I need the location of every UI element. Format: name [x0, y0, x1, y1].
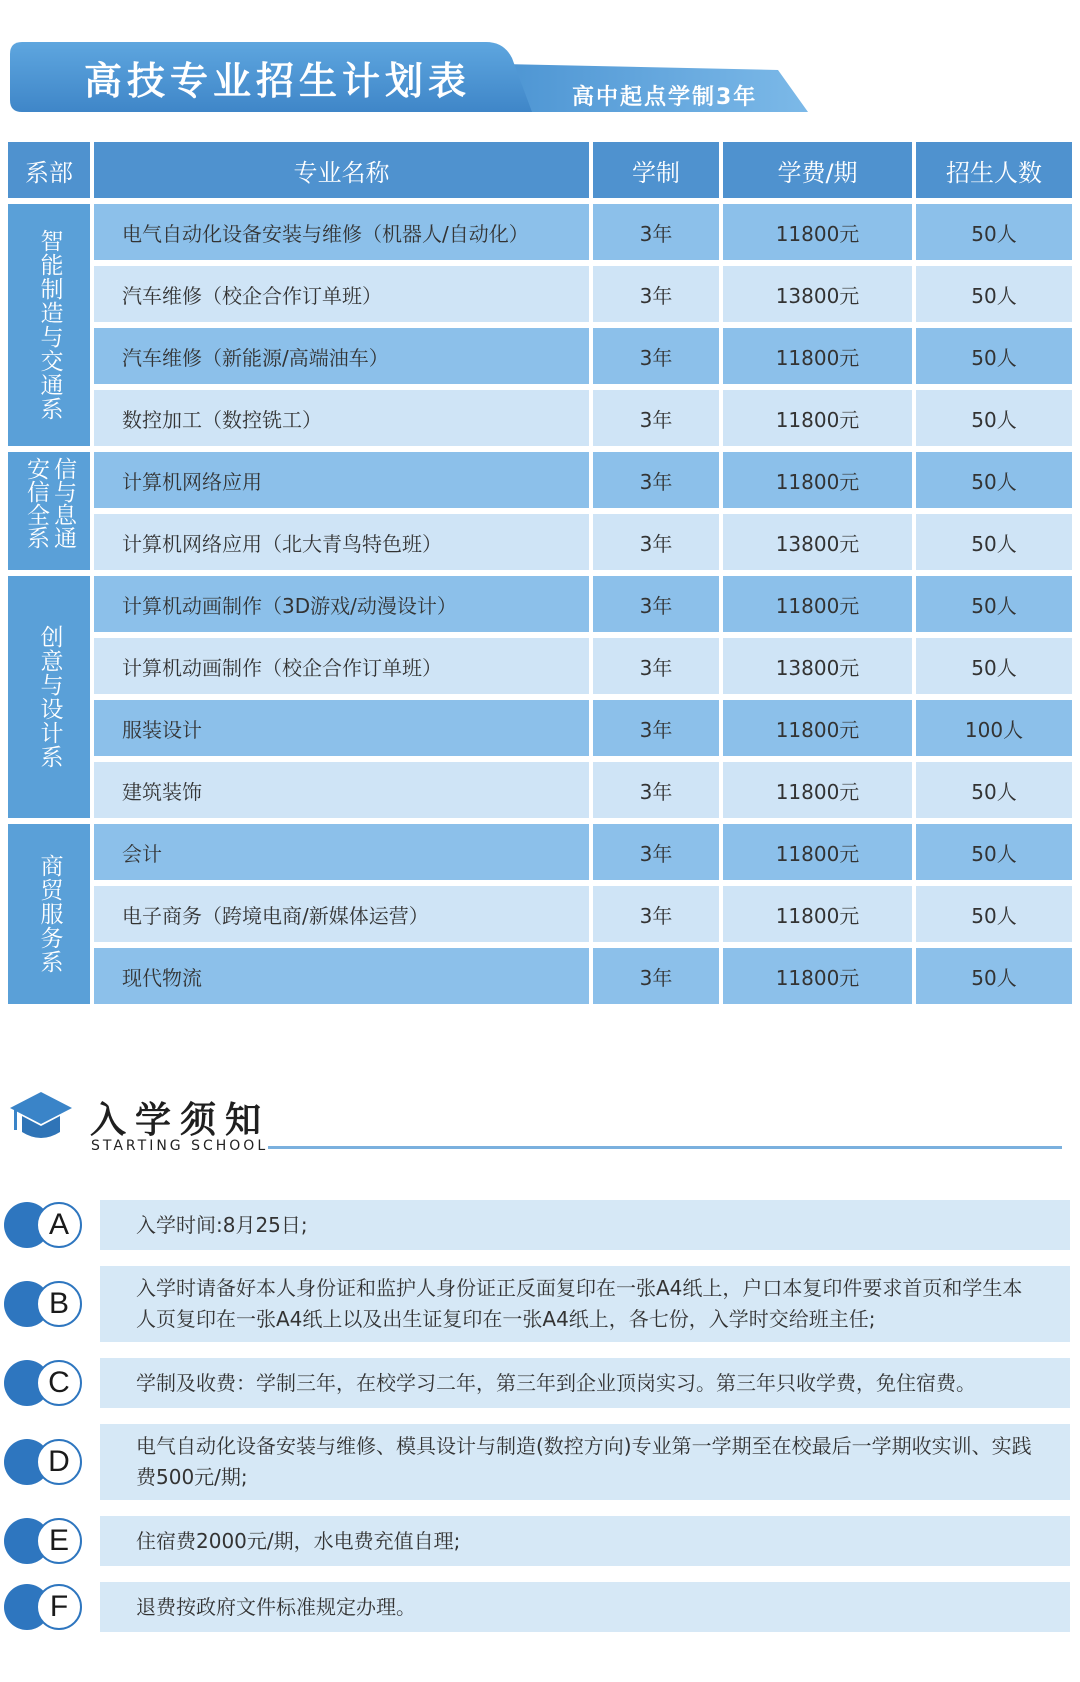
major-name-cell: 汽车维修（新能源/高端油车）: [94, 328, 589, 384]
notice-badge: [4, 1202, 88, 1248]
badge-letter: D: [36, 1439, 82, 1485]
tuition-cell: 13800元: [723, 638, 912, 694]
header-tuition: 学费/期: [723, 142, 912, 198]
notice-badge: [4, 1281, 88, 1327]
duration-cell: 3年: [593, 824, 719, 880]
tuition-cell: 11800元: [723, 886, 912, 942]
duration-cell: 3年: [593, 948, 719, 1004]
tuition-cell: 11800元: [723, 824, 912, 880]
duration-cell: 3年: [593, 390, 719, 446]
notice-badge: [4, 1518, 88, 1564]
quota-cell: 50人: [916, 762, 1072, 818]
notice-text: 退费按政府文件标准规定办理。: [100, 1582, 1070, 1632]
header-duration: 学制: [593, 142, 719, 198]
badge-letter: A: [36, 1202, 82, 1248]
section-title: 入学须知: [90, 1100, 271, 1141]
tuition-cell: 11800元: [723, 948, 912, 1004]
quota-cell: 50人: [916, 514, 1072, 570]
quota-cell: 50人: [916, 948, 1072, 1004]
department-cell: [8, 824, 90, 1004]
graduation-cap-icon: [8, 1088, 74, 1148]
major-name-cell: 计算机动画制作（3D游戏/动漫设计）: [94, 576, 589, 632]
notice-text: 入学时间:8月25日;: [100, 1200, 1070, 1250]
badge-letter: E: [36, 1518, 82, 1564]
duration-cell: 3年: [593, 266, 719, 322]
department-name: 智能制造与交通系: [36, 229, 63, 421]
major-name-cell: 计算机网络应用（北大青鸟特色班）: [94, 514, 589, 570]
tuition-cell: 11800元: [723, 762, 912, 818]
header-major: 专业名称: [94, 142, 589, 198]
major-name-cell: 建筑装饰: [94, 762, 589, 818]
department-name: 信与息通安信全系: [23, 457, 76, 549]
notice-badge: [4, 1439, 88, 1485]
duration-cell: 3年: [593, 328, 719, 384]
tuition-cell: 13800元: [723, 514, 912, 570]
notice-badge: [4, 1584, 88, 1630]
major-name-cell: 数控加工（数控铣工）: [94, 390, 589, 446]
major-name-cell: 计算机动画制作（校企合作订单班）: [94, 638, 589, 694]
badge-letter: C: [36, 1360, 82, 1406]
notice-badge: [4, 1360, 88, 1406]
major-name-cell: 计算机网络应用: [94, 452, 589, 508]
department-cell: [8, 204, 90, 446]
quota-cell: 50人: [916, 390, 1072, 446]
tuition-cell: 11800元: [723, 700, 912, 756]
duration-cell: 3年: [593, 886, 719, 942]
section-subtitle: STARTING SCHOOL: [91, 1138, 269, 1154]
tuition-cell: 11800元: [723, 204, 912, 260]
duration-cell: 3年: [593, 762, 719, 818]
department-name: 创意与设计系: [36, 625, 63, 769]
quota-cell: 50人: [916, 328, 1072, 384]
section-divider: [268, 1146, 1062, 1149]
quota-cell: 50人: [916, 266, 1072, 322]
major-name-cell: 电气自动化设备安装与维修（机器人/自动化）: [94, 204, 589, 260]
notice-text: 学制及收费：学制三年，在校学习二年，第三年到企业顶岗实习。第三年只收学费，免住宿费。: [100, 1358, 1070, 1408]
duration-cell: 3年: [593, 638, 719, 694]
notice-text: 入学时请备好本人身份证和监护人身份证正反面复印在一张A4纸上，户口本复印件要求首页和学生本人页复印在一张A4纸上以及出生证复印在一张A4纸上，各七份，入学时交给班主任;: [100, 1266, 1070, 1342]
major-name-cell: 现代物流: [94, 948, 589, 1004]
tuition-cell: 13800元: [723, 266, 912, 322]
department-name: 商贸服务系: [36, 854, 63, 974]
duration-cell: 3年: [593, 452, 719, 508]
tuition-cell: 11800元: [723, 452, 912, 508]
tuition-cell: 11800元: [723, 390, 912, 446]
duration-cell: 3年: [593, 700, 719, 756]
banner-title: 高技专业招生计划表: [84, 59, 472, 103]
major-name-cell: 会计: [94, 824, 589, 880]
quota-cell: 50人: [916, 824, 1072, 880]
quota-cell: 50人: [916, 576, 1072, 632]
major-name-cell: 服装设计: [94, 700, 589, 756]
enrollment-table: [8, 142, 1072, 1004]
tuition-cell: 11800元: [723, 328, 912, 384]
badge-letter: F: [36, 1584, 82, 1630]
notice-text: 住宿费2000元/期，水电费充值自理;: [100, 1516, 1070, 1566]
quota-cell: 50人: [916, 886, 1072, 942]
duration-cell: 3年: [593, 514, 719, 570]
notice-text: 电气自动化设备安装与维修、模具设计与制造(数控方向)专业第一学期至在校最后一学期收实训、实践费500元/期;: [100, 1424, 1070, 1500]
badge-letter: B: [36, 1281, 82, 1327]
header-department: 系部: [8, 142, 90, 198]
quota-cell: 50人: [916, 204, 1072, 260]
quota-cell: 50人: [916, 638, 1072, 694]
major-name-cell: 电子商务（跨境电商/新媒体运营）: [94, 886, 589, 942]
tuition-cell: 11800元: [723, 576, 912, 632]
duration-cell: 3年: [593, 576, 719, 632]
major-name-cell: 汽车维修（校企合作订单班）: [94, 266, 589, 322]
duration-cell: 3年: [593, 204, 719, 260]
quota-cell: 100人: [916, 700, 1072, 756]
banner-subtitle: 高中起点学制3年: [572, 85, 758, 110]
department-cell: [8, 576, 90, 818]
header-quota: 招生人数: [916, 142, 1072, 198]
quota-cell: 50人: [916, 452, 1072, 508]
department-cell: [8, 452, 90, 570]
title-banner: [0, 0, 1080, 130]
